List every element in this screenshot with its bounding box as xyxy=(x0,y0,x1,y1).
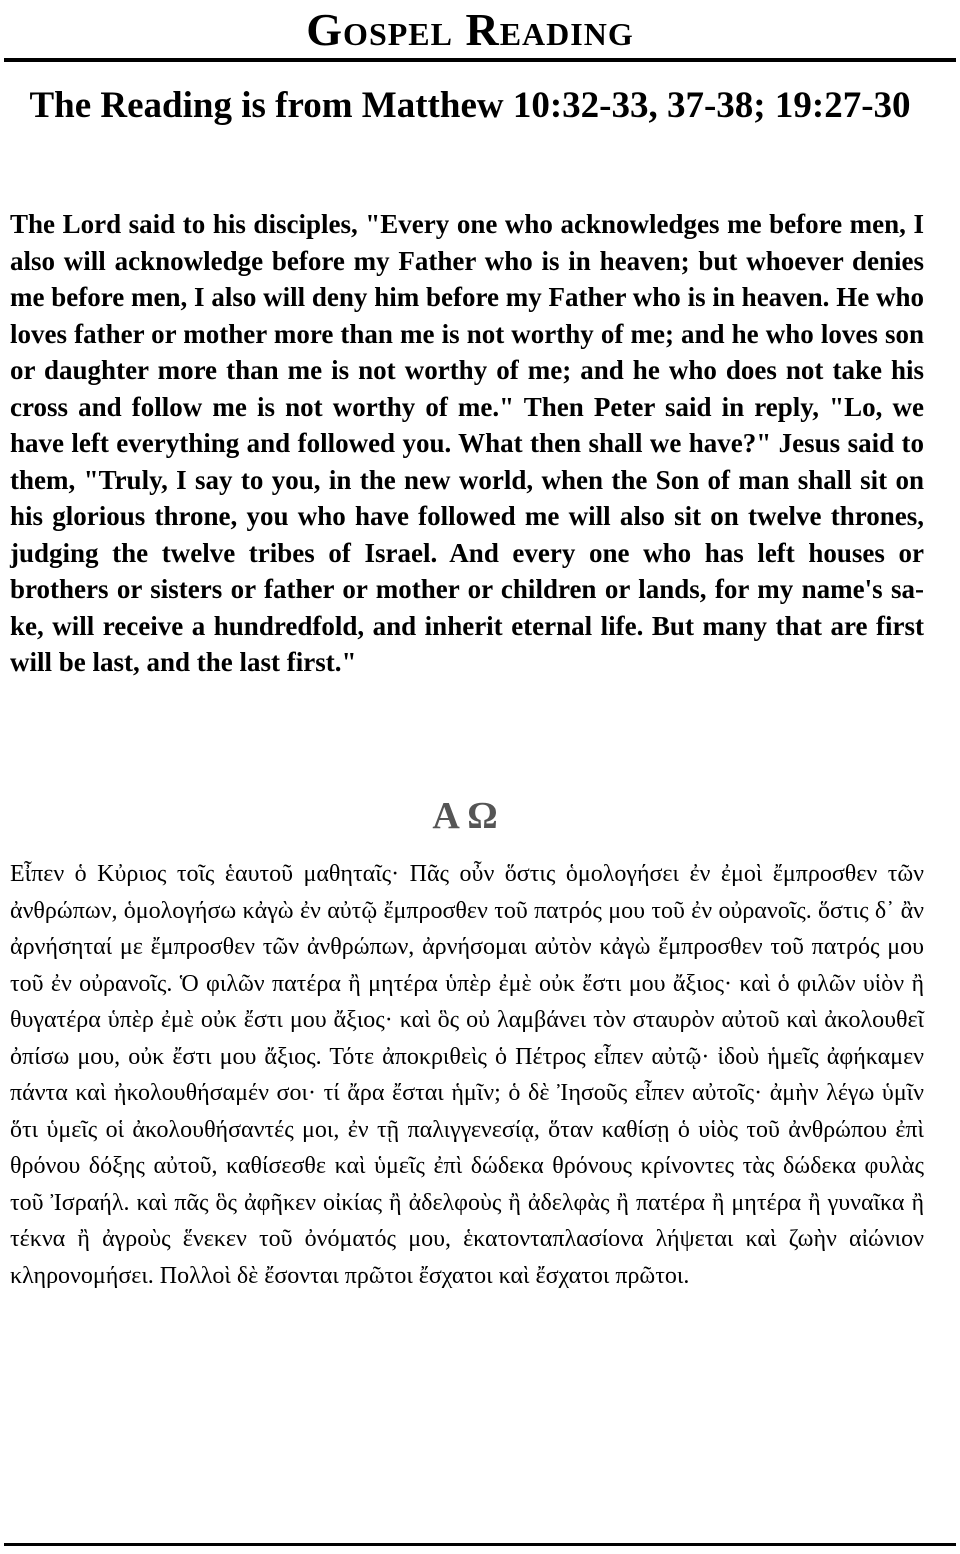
page-header xyxy=(0,0,960,64)
greek-gospel-text: Εἶπεν ὁ Κὐριος τοῖς ἑαυτοῦ μαθηταῖς· Πᾶς οὖν ὅστις ὁμολογήσει ἐν ἐμοὶ ἔμπροσθεν τῶν ἀνθρώπων, ὁμολογήσω κἀγὼ ἐν αὐτῷ ἔμπροσθεν τοῦ πατρός μου τοῦ ἐν οὐρανοῖς. ὅστις δ᾽ ἂν ἀρνήσηταί με ἔμπροσθεν τῶν ἀνθρώπων, ἀρνήσομαι αὐτὸν κἀγὼ ἔμπροσθεν τοῦ πατρός μου τοῦ ἐν οὐρανοῖς. Ὁ φιλῶν πατέρα ἢ μητέρα ὑπὲρ ἐμὲ οὐκ ἔστι μου ἄξιος· καὶ ὁ φιλῶν υἱὸν ἢ θυγατέρα ὑπὲρ ἐμὲ οὐκ ἔστι μου ἄξιος· καὶ ὃς οὐ λαμβάνει τὸν σταυρὸν αὐτοῦ καὶ ἀκολουθεῖ ὀπίσω μου, οὐκ ἔστι μου ἄξιος. Τότε ἀποκριθεὶς ὁ Πέτρος εἶπεν αὐτῷ· ἰδοὺ ἡμεῖς ἀφήκαμεν πάντα καὶ ἠκολουθήσαμέν σοι· τί ἄρα ἔσται ἡμῖν; ὁ δὲ Ἰησοῦς εἶπεν αὐτοῖς· ἀμὴν λέγω ὑμῖν ὅτι ὑμεῖς οἱ ἀκολουθήσαντές μοι, ἐν τῇ παλιγγενεσίᾳ, ὅταν καθίσῃ ὁ υἱὸς τοῦ ἀνθρώπου ἐπὶ θρόνου δόξης αὐτοῦ, καθίσεσθε καὶ ὑμεῖς ἐπὶ δώδεκα θρόνους κρίνοντες τὰς δώδεκα φυλὰς τοῦ Ἰσραήλ. καὶ πᾶς ὃς ἀφῆκεν οἰκίας ἢ ἀδελφοὺς ἢ ἀδελφὰς ἢ πατέρα ἢ μητέρα ἢ γυναῖκα ἢ τέκνα ἢ ἀγροὺς ἕνεκεν τοῦ ὀνόματός μου, ἑκατονταπλασίονα λήψεται καὶ ζωὴν αἰώνιον κληρονομήσει. Πολλοὶ δὲ ἔσονται πρῶτοι ἔσχατοι καὶ ἔσχατοι πρῶτοι. xyxy=(10,861,924,1289)
english-gospel-text: The Lord said to his disciples, "Every one who acknowledges me before men, I also will acknowledge before my Father who is in heaven; but whoever denies me before men, I also will deny him before my Father who is in heaven. He who loves father or mother more than me is not worthy of me; and he who loves son or daughter more than me is not worthy of me; and he who does not take his cross and follow me is not worthy of me." Then Peter said in reply, "Lo, we have left everything and followed you. What then shall we have?" Jesus said to them, "Truly, I say to you, in the new world, when the Son of man shall sit on his glorious throne, you who have followed me will also sit on twelve thrones, judging the twelve tribes of Israel. And every one who has left houses or brothers or sisters or father or mother or children or lands, for my name's sake, will receive a hundredfold, and inherit eternal life. But many that are first will be last, and the last first." xyxy=(10,209,924,677)
header-divider xyxy=(4,58,956,62)
reading-reference: The Reading is from Matthew 10:32-33, 37-38; 19:27-30 xyxy=(29,85,911,126)
footer-divider xyxy=(4,1543,956,1546)
alpha-omega-separator: Α Ω xyxy=(432,795,498,837)
page-title: Gospel Reading xyxy=(306,4,634,55)
